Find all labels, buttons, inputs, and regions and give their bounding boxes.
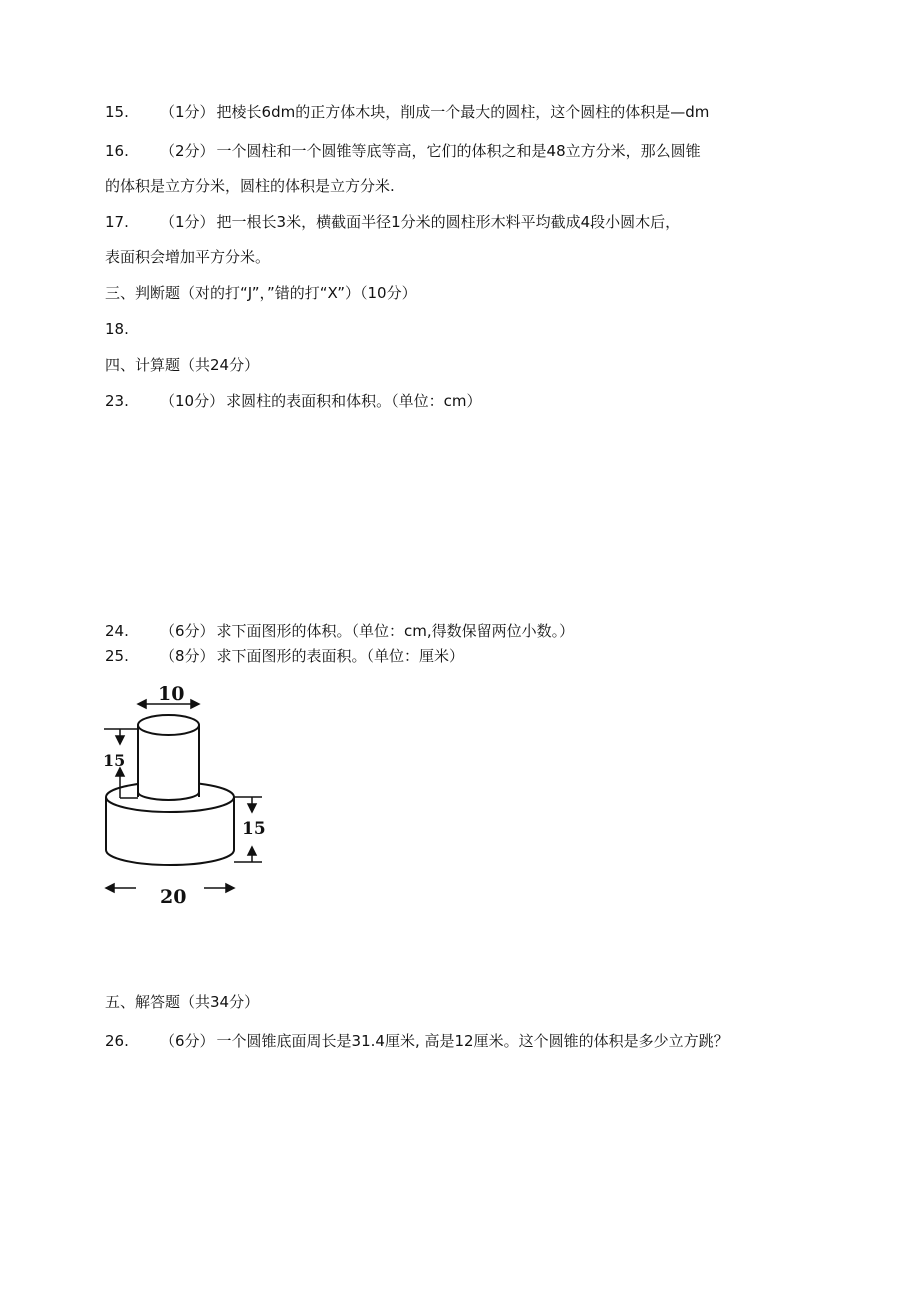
section-heading-calculation: 四、计算题（共24分） <box>105 356 260 374</box>
arrow-head <box>226 884 234 892</box>
section-heading-judgement: 三、判断题（对的打“J”，”错的打“X”）（10分） <box>105 284 417 302</box>
question-number: 25. <box>105 647 129 665</box>
question-points: （1分） <box>160 103 215 121</box>
question-number: 16. <box>105 142 129 160</box>
question-number: 26. <box>105 1032 129 1050</box>
question-17-continuation: 表面积会增加平方分米。 <box>105 248 271 266</box>
arrow-head <box>138 700 146 708</box>
question-number: 23. <box>105 392 129 410</box>
question-points: （6分） <box>160 622 215 640</box>
question-25 <box>105 646 464 666</box>
question-text: 一个圆柱和一个圆锥等底等高，它们的体积之和是48立方分米，那么圆锥 <box>216 142 701 160</box>
top-height-label: 15 <box>103 751 126 770</box>
question-number: 17. <box>105 213 129 231</box>
bottom-cylinder-base-arc <box>106 850 234 865</box>
question-points: （8分） <box>160 647 215 665</box>
arrow-head <box>116 736 124 744</box>
question-number: 18. <box>105 320 129 338</box>
arrow-head <box>191 700 199 708</box>
question-text: 把棱长6dm的正方体木块，削成一个最大的圆柱，这个圆柱的体积是—dm <box>216 103 710 121</box>
question-16-continuation: 的体积是立方分米，圆柱的体积是立方分米. <box>105 177 395 195</box>
question-points: （6分） <box>160 1032 215 1050</box>
question-23 <box>105 391 481 411</box>
question-text: 把一根长3米，横截面半径1分米的圆柱形木料平均截成4段小圆木后， <box>216 213 681 231</box>
question-18 <box>105 319 160 339</box>
question-number: 15. <box>105 103 129 121</box>
question-text: 求圆柱的表面积和体积。（单位：cm） <box>226 392 482 410</box>
question-15 <box>105 102 709 122</box>
section-heading-word-problems: 五、解答题（共34分） <box>105 993 260 1011</box>
question-text: 求下面图形的表面积。（单位：厘米） <box>216 647 465 665</box>
question-26 <box>105 1031 729 1051</box>
question-points: （10分） <box>160 392 225 410</box>
question-16 <box>105 141 701 161</box>
question-points: （2分） <box>160 142 215 160</box>
arrow-head <box>248 847 256 855</box>
question-text: 求下面图形的体积。（单位：cm,得数保留两位小数。） <box>216 622 575 640</box>
arrow-head <box>106 884 114 892</box>
top-diameter-label: 10 <box>158 683 185 705</box>
question-number: 24. <box>105 622 129 640</box>
bottom-height-label: 15 <box>242 819 266 839</box>
question-text: 一个圆锥底面周长是31.4厘米, 高是12厘米。这个圆锥的体积是多少立方跳？ <box>216 1032 729 1050</box>
arrow-head <box>248 804 256 812</box>
stacked-cylinders-figure <box>100 680 280 910</box>
question-17 <box>105 212 680 232</box>
question-points: （1分） <box>160 213 215 231</box>
bottom-diameter-label: 20 <box>160 886 187 908</box>
question-24 <box>105 621 574 641</box>
